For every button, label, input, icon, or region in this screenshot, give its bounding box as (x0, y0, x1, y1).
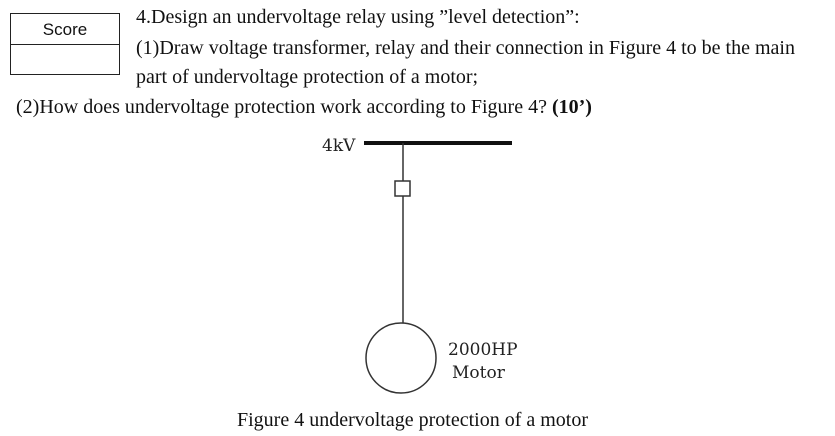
bus-voltage-label: 4kV (322, 136, 356, 156)
figure-caption: Figure 4 undervoltage protection of a motor (237, 409, 589, 431)
question-points: (10’) (551, 96, 592, 118)
question-heading: 4.Design an undervoltage relay using ”level detection”: (136, 6, 580, 28)
question-part-2-text: (2)How does undervoltage protection work according to Figure 4? (16, 96, 547, 118)
score-label: Score (11, 14, 119, 45)
question-part-1-line-2: part of undervoltage protection of a motor; (136, 66, 479, 88)
circuit-breaker (395, 181, 410, 196)
question-part-1-line-1: (1)Draw voltage transformer, relay and their connection in Figure 4 to be the main (136, 37, 795, 59)
motor-symbol (366, 323, 436, 393)
motor-label: Motor (452, 363, 505, 383)
motor-rating-label: 2000HP (448, 340, 518, 360)
